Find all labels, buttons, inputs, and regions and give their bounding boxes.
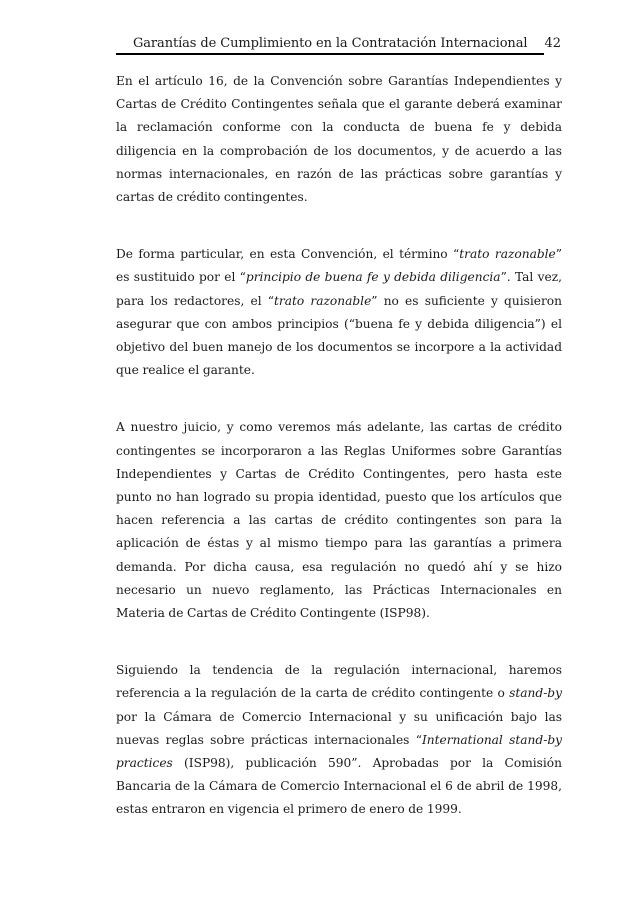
italic-text-run: trato razonable: [274, 293, 372, 308]
text-run: (ISP98), publicación 590”. Aprobadas por la Comisión Bancaria de la Cámara de Comercio Internacional el 6 de abril de 1998, estas entraron en vigencia el primero de enero de 1999.: [116, 756, 562, 817]
italic-text-run: trato razonable: [459, 247, 556, 262]
running-header: [116, 34, 561, 58]
text-run: por la Cámara de Comercio Internacional y su unificación bajo las nuevas reglas sobre prácticas internacionales “: [116, 709, 562, 747]
paragraph-2: [116, 243, 562, 382]
body-text: [116, 70, 562, 856]
page-number: 42: [544, 36, 561, 51]
italic-text-run: principio de buena fe y debida diligencia: [245, 270, 501, 285]
italic-text-run: International stand-by practices: [116, 732, 563, 771]
text-run: ” es sustituido por el “: [116, 247, 562, 285]
text-run: De forma particular, en esta Convención, el término “: [116, 247, 460, 262]
text-run: A nuestro juicio, y como veremos más adelante, las cartas de crédito contingentes se incorporaron a las Reglas Uniformes sobre Garantías Independientes y Cartas de Crédito Contingentes, pero hasta este punto no han logrado su propia identidad, puesto que los artículos que hacen referencia a las cartas de crédito contingentes son para la aplicación de éstas y al mismo tiempo para las garantías a primera demanda. Por dicha causa, esa regulación no quedó ahí y se hizo necesario un nuevo reglamento, las Prácticas Internacionales en Materia de Cartas de Crédito Contingente (ISP98).: [116, 420, 562, 621]
text-run: ”. Tal vez, para los redactores, el “: [116, 270, 562, 308]
header-title: Garantías de Cumplimiento en la Contratación Internacional: [133, 36, 528, 51]
header-rule: [116, 53, 544, 55]
italic-text-run: stand-by: [509, 686, 562, 701]
paragraph-3: [116, 416, 562, 625]
paragraph-1: [116, 70, 562, 209]
text-run: En el artículo 16, de la Convención sobre Garantías Independientes y Cartas de Crédito Contingentes señala que el garante deberá examinar la reclamación conforme con la conducta de buena fe y debida diligencia en la comprobación de los documentos, y de acuerdo a las normas internacionales, en razón de las prácticas sobre garantías y cartas de crédito contingentes.: [116, 74, 562, 205]
text-run: ” no es suficiente y quisieron asegurar que con ambos principios (“buena fe y debida diligencia”) el objetivo del buen manejo de los documentos se incorpore a la actividad que realice el garante.: [116, 293, 562, 378]
text-run: Siguiendo la tendencia de la regulación internacional, haremos referencia a la regulación de la carta de crédito contingente o: [116, 663, 562, 701]
paragraph-4: [116, 659, 562, 821]
